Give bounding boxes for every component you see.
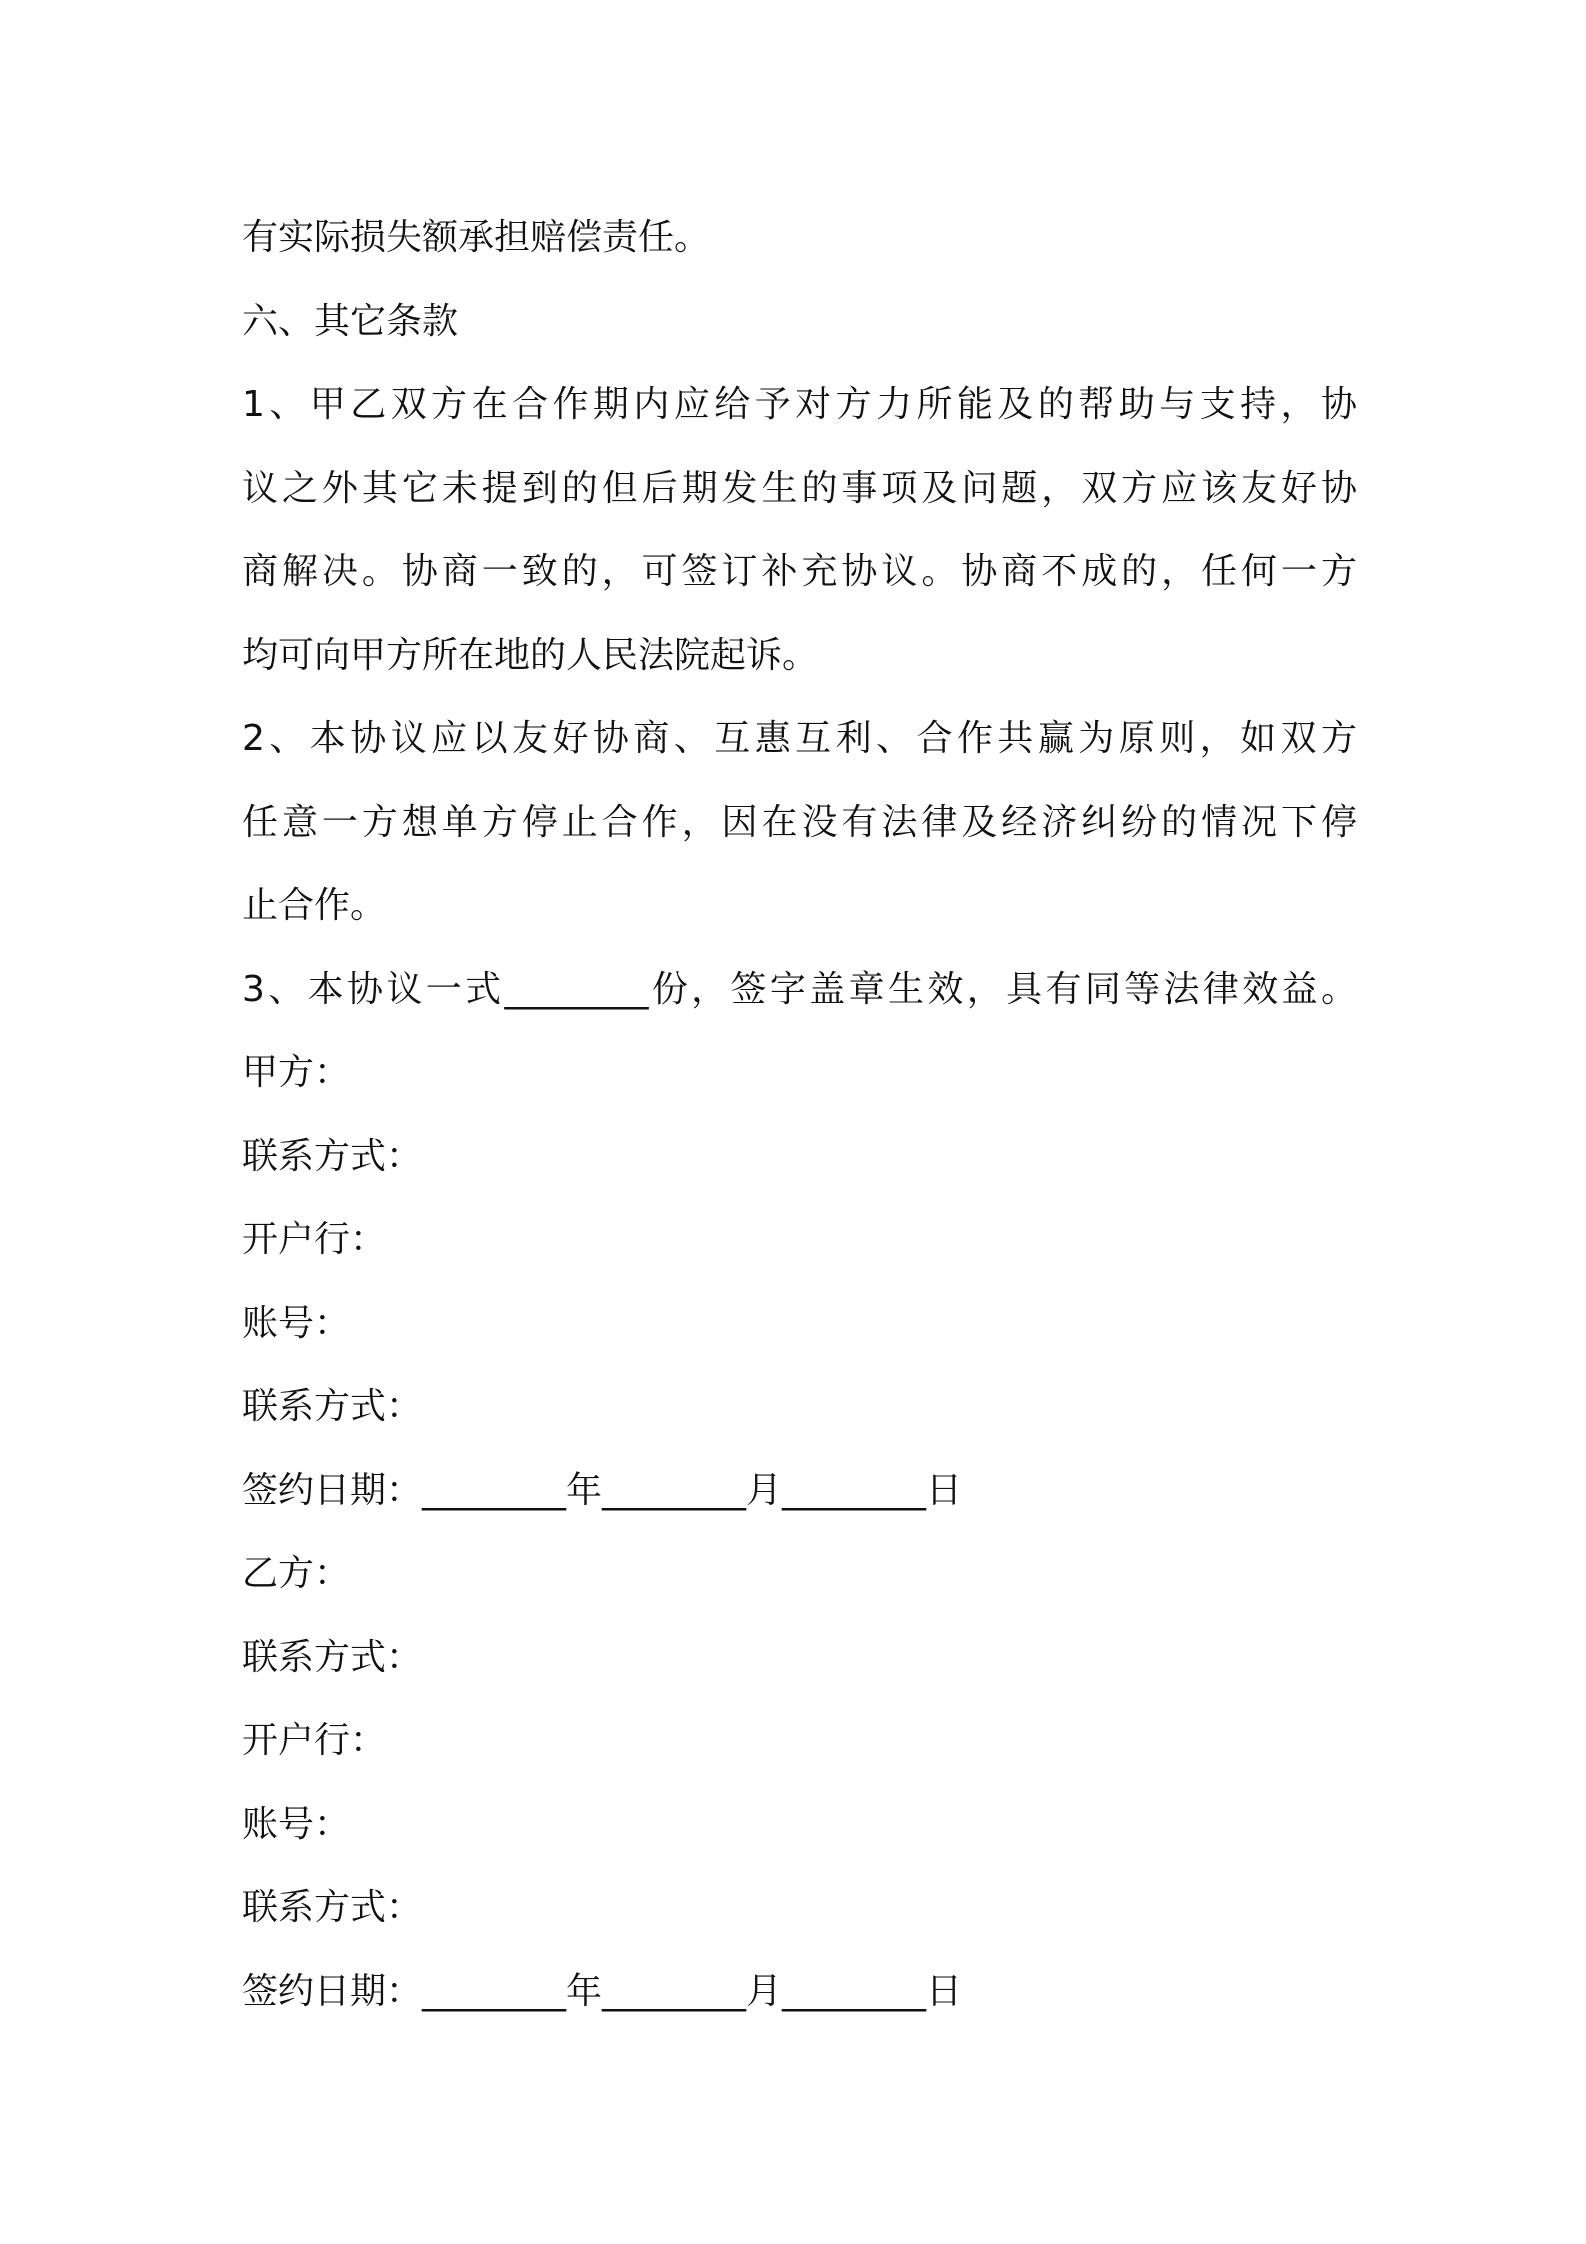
- clause-2-line-2: 任意一方想单方停止合作，因在没有法律及经济纠纷的情况下停: [242, 801, 1357, 843]
- party-b-contact-label: 联系方式：: [242, 1636, 423, 1678]
- document-body: [242, 196, 1357, 2033]
- clause-2-line-3: 止合作。: [242, 885, 387, 926]
- clause-1-line-3: 商解决。协商一致的，可签订补充协议。协商不成的，任何一方: [242, 551, 1357, 592]
- section-heading-other-terms: 六、其它条款: [242, 300, 459, 342]
- clause-1-line-4: 均可向甲方所在地的人民法院起诉。: [242, 634, 819, 676]
- party-a-contact-label-2: 联系方式：: [242, 1386, 423, 1427]
- party-b-label: 乙方：: [242, 1553, 351, 1594]
- clause-1-line-2: 议之外其它未提到的但后期发生的事项及问题，双方应该友好协: [242, 467, 1357, 509]
- party-b-contact-label-2: 联系方式：: [242, 1887, 423, 1928]
- clause-3-line-1: 3、本协议一式________份，签字盖章生效，具有同等法律效益。: [242, 968, 1357, 1010]
- party-a-contact-label: 联系方式：: [242, 1135, 423, 1177]
- clause-2-line-1: 2、本协议应以友好协商、互惠互利、合作共赢为原则，如双方: [242, 718, 1357, 759]
- paragraph-line-compensation: 有实际损失额承担赔偿责任。: [242, 217, 711, 258]
- party-b-account-label: 账号：: [242, 1803, 351, 1845]
- clause-1-line-1: 1、甲乙双方在合作期内应给予对方力所能及的帮助与支持，协: [242, 384, 1357, 425]
- party-a-bank-label: 开户行：: [242, 1219, 387, 1260]
- party-b-sign-date: 签约日期：________年________月________日: [242, 1970, 963, 2012]
- party-a-account-label: 账号：: [242, 1302, 351, 1344]
- party-a-label: 甲方：: [242, 1052, 351, 1093]
- party-b-bank-label: 开户行：: [242, 1720, 387, 1761]
- party-a-sign-date: 签约日期：________年________月________日: [242, 1469, 963, 1511]
